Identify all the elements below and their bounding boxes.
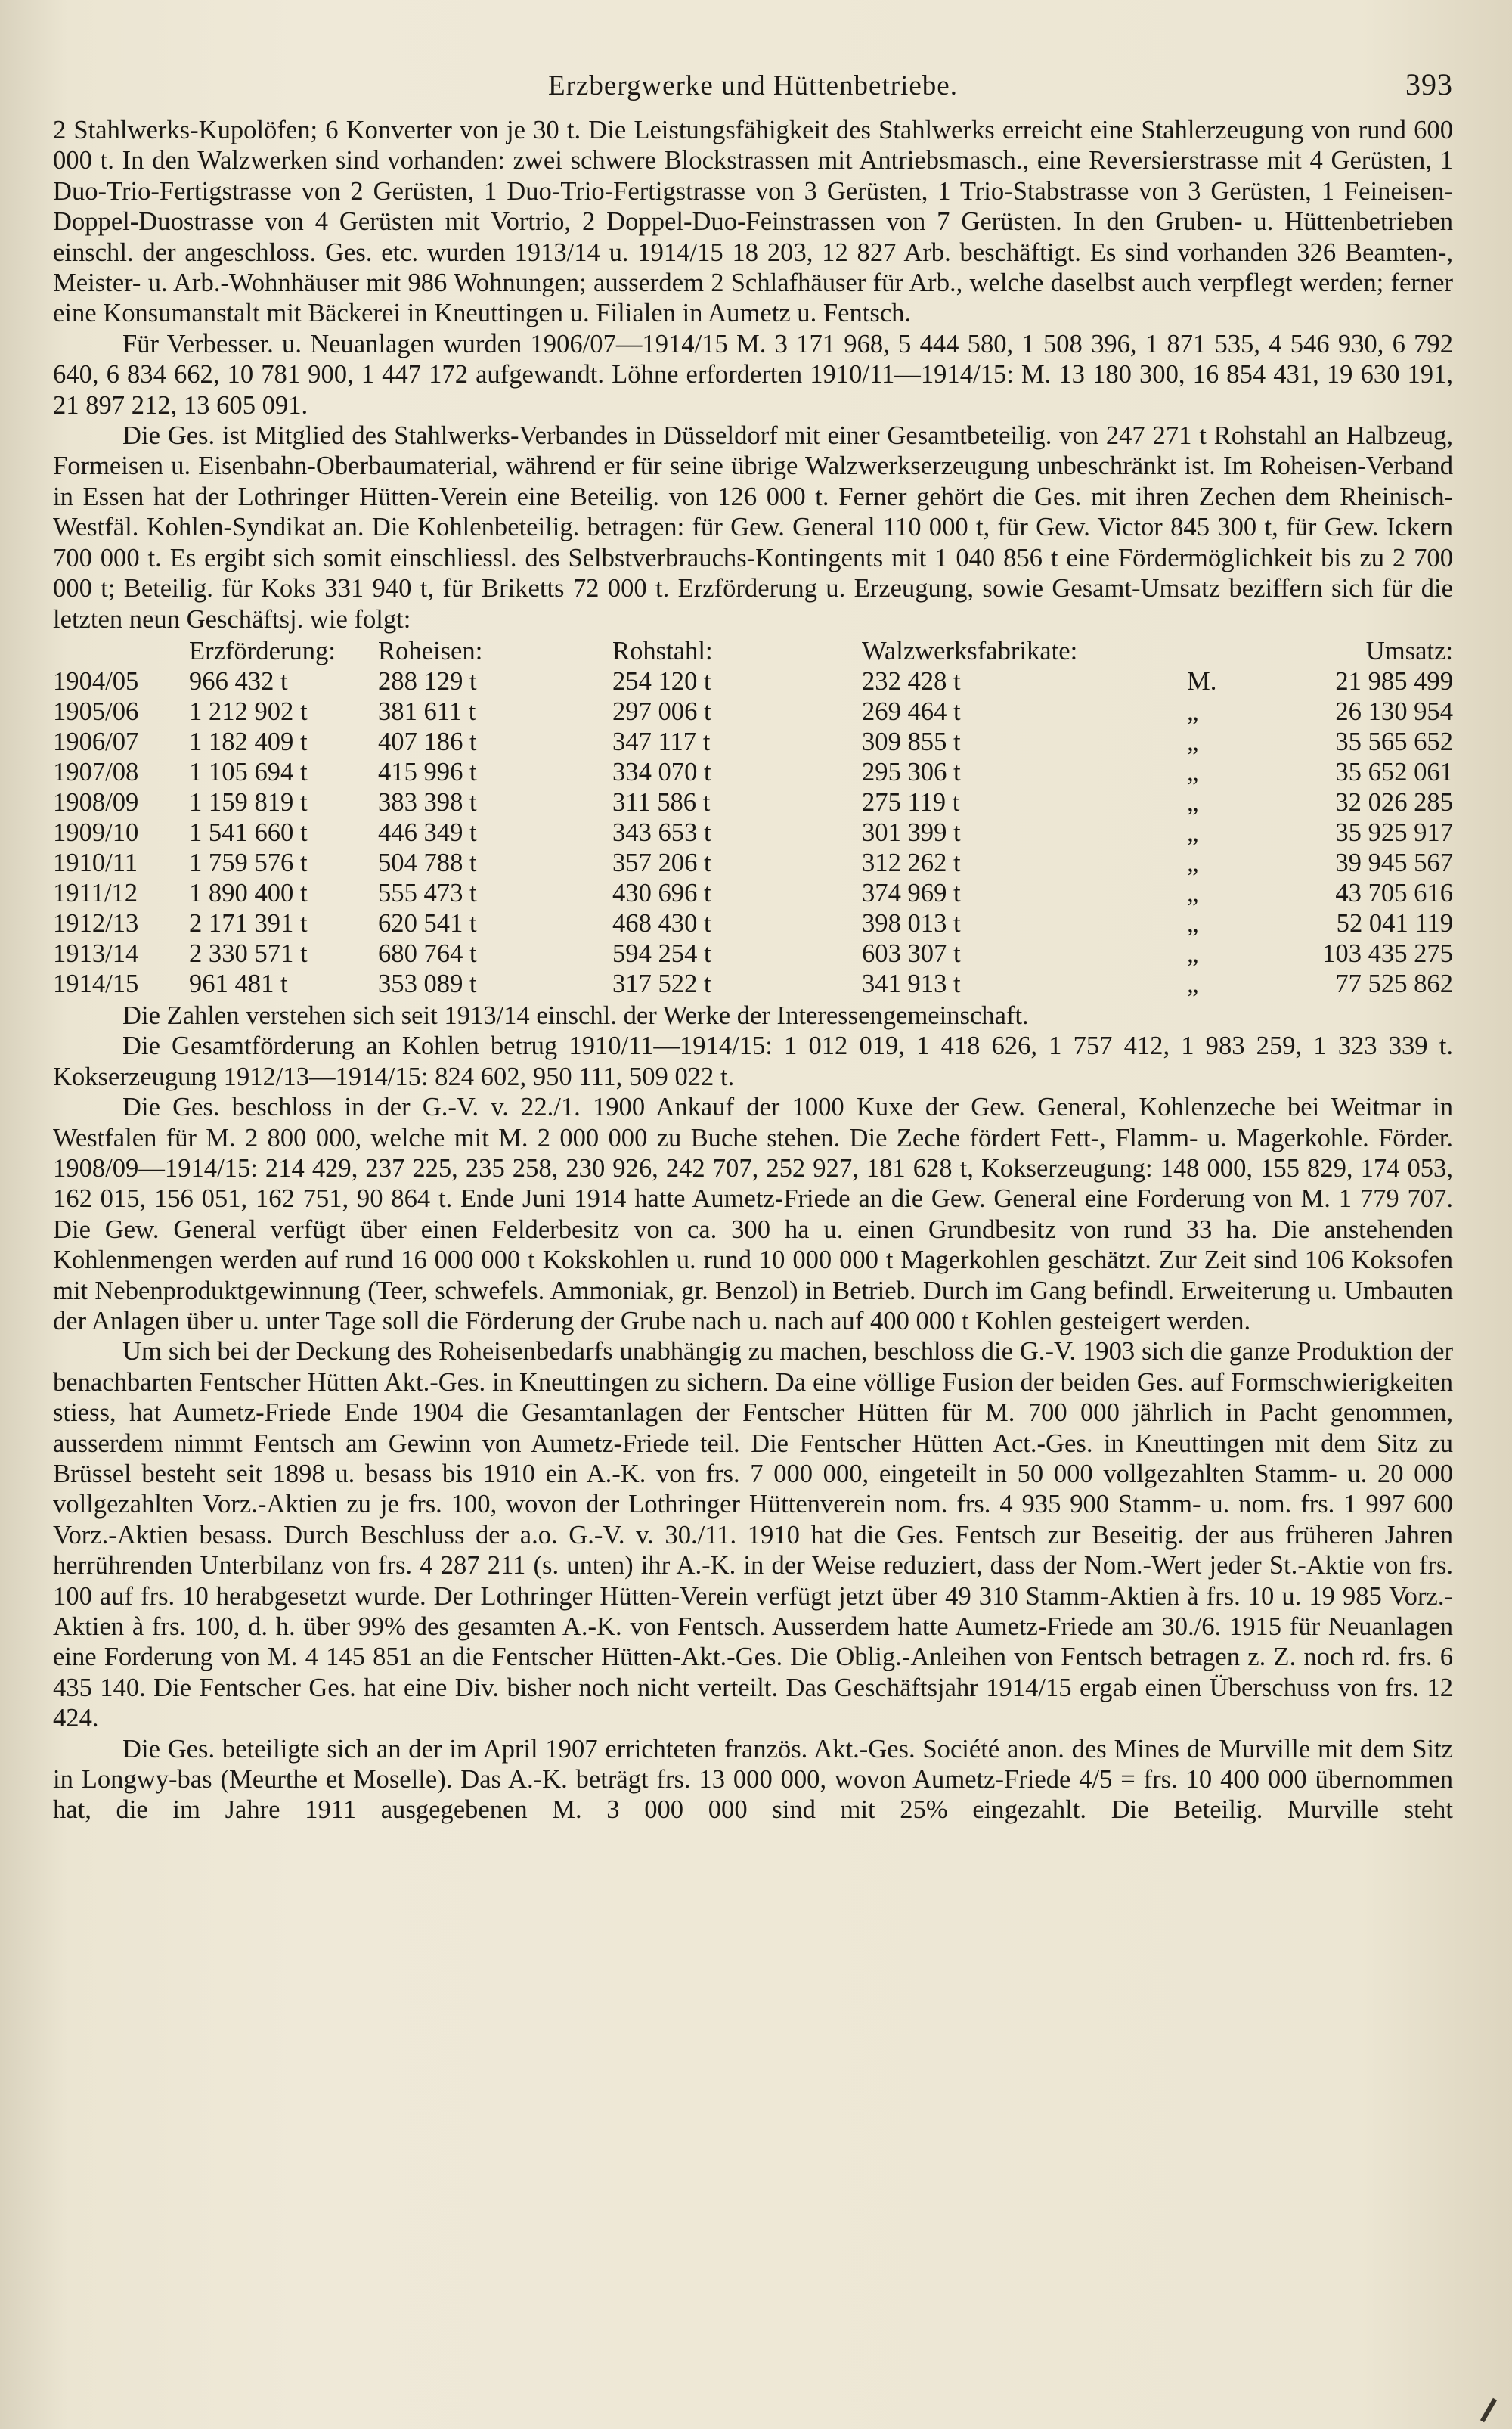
row-walzwerksfabrikate: 301 399 t: [862, 817, 961, 847]
row-year: 1909/10: [53, 817, 139, 847]
row-year: 1908/09: [53, 787, 139, 817]
row-currency: „: [1187, 817, 1199, 847]
table-row: [53, 666, 1453, 696]
table-row: [53, 817, 1453, 848]
row-erzfoerderung: 966 432 t: [189, 666, 288, 696]
row-rohstahl: 311 586 t: [612, 787, 711, 817]
row-roheisen: 680 764 t: [378, 938, 477, 968]
row-roheisen: 446 349 t: [378, 817, 477, 847]
table-row: [53, 727, 1453, 757]
row-currency: „: [1187, 727, 1199, 756]
row-umsatz: 35 652 061: [1335, 757, 1453, 786]
paragraph-general: Die Ges. beschloss in der G.-V. v. 22./1. 1900 Ankauf der 1000 Kuxe der Gew. General, Kohlenzeche bei Weitmar in Westfalen für M. 2 800 000, welche mit M. 2 000 000 zu Buche stehen. Die Zeche fördert Fett-, Flamm- u. Magerkohle. Förder. 1908/09—1914/15: 214 429, 237 225, 235 258, 230 926, 242 707, 252 927, 181 628 t, Kokserzeugung: 148 000, 155 829, 174 053, 162 015, 156 051, 162 751, 90 864 t. Ende Juni 1914 hatte Aumetz-Friede an die Gew. General eine Forderung von M. 1 779 707. Die Gew. General verfügt über einen Felderbesitz von ca. 300 ha u. einen Grundbesitz von rund 33 ha. Die anstehenden Kohlenmengen werden auf rund 16 000 000 t Kokskohlen u. rund 10 000 000 t Magerkohlen geschätzt. Zur Zeit sind 106 Koksofen mit Nebenproduktgewinnung (Teer, schwefels. Ammoniak, gr. Benzol) in Betrieb. Durch im Gang befindl. Erweiterung u. Umbauten der Anlagen über u. unter Tage soll die Förderung der Grube nach u. nach auf 400 000 t Kohlen gesteigert werden.: [53, 1093, 1453, 1335]
table-row: [53, 938, 1453, 969]
row-walzwerksfabrikate: 295 306 t: [862, 757, 961, 786]
row-erzfoerderung: 1 541 660 t: [189, 817, 308, 847]
row-year: 1905/06: [53, 696, 139, 726]
row-rohstahl: 343 653 t: [612, 817, 711, 847]
row-year: 1904/05: [53, 666, 139, 696]
table-header-walz: Walzwerksfabrikate:: [862, 636, 1078, 665]
paragraph-membership: Die Ges. ist Mitglied des Stahlwerks-Verbandes in Düsseldorf mit einer Gesamtbeteilig. von 247 271 t Rohstahl an Halbzeug, Formeisen u. Eisenbahn-Oberbaumaterial, während er für seine übrige Walzwerkserzeugung unbeschränkt ist. Im Roheisen-Verband in Essen hat der Lothringer Hütten-Verein eine Beteilig. von 126 000 t. Ferner gehört die Ges. mit ihren Zechen dem Rheinisch-Westfäl. Kohlen-Syndikat an. Die Kohlenbeteilig. betragen: für Gew. General 110 000 t, für Gew. Victor 845 300 t, für Gew. Ickern 700 000 t. Es ergibt sich somit einschliessl. des Selbstverbrauchs-Kontingents mit 1 040 856 t eine Fördermöglichkeit bis zu 2 700 000 t; Beteilig. für Koks 331 940 t, für Briketts 72 000 t. Erzförderung u. Erzeugung, sowie Gesamt-Umsatz beziffern sich für die letzten neun Geschäftsj. wie folgt:: [53, 421, 1453, 634]
row-erzfoerderung: 961 481 t: [189, 969, 288, 998]
row-umsatz: 39 945 567: [1335, 848, 1453, 877]
row-rohstahl: 357 206 t: [612, 848, 711, 877]
row-walzwerksfabrikate: 341 913 t: [862, 969, 961, 998]
row-roheisen: 407 186 t: [378, 727, 477, 756]
row-umsatz: 103 435 275: [1322, 938, 1453, 968]
paragraph-coal: Die Gesamtförderung an Kohlen betrug 1910/11—1914/15: 1 012 019, 1 418 626, 1 757 412, 1 983 259, 1 323 339 t. Kokserzeugung 1912/13—1914/15: 824 602, 950 111, 509 022 t.: [53, 1031, 1453, 1091]
row-erzfoerderung: 1 182 409 t: [189, 727, 308, 756]
table-row: [53, 878, 1453, 908]
paragraph-fentsch: Um sich bei der Deckung des Roheisenbedarfs unabhängig zu machen, beschloss die G.-V. 1903 sich die ganze Produktion der benachbarten Fentscher Hütten Akt.-Ges. in Kneuttingen zu sichern. Da eine völlige Fusion der beiden Ges. auf Formschwierigkeiten stiess, hat Aumetz-Friede Ende 1904 die Gesamtanlagen der Fentscher Hütten für M. 700 000 jährlich in Pacht genommen, ausserdem nimmt Fentsch am Gewinn von Aumetz-Friede teil. Die Fentscher Hütten Act.-Ges. in Kneuttingen mit dem Sitz zu Brüssel besteht seit 1898 u. besass bis 1910 ein A.-K. von frs. 7 000 000, eingeteilt in 50 000 vollgezahlten Stamm- u. 20 000 vollgezahlten Vorz.-Aktien zu je frs. 100, wovon der Lothringer Hüttenverein nom. frs. 4 935 900 Stamm- u. nom. frs. 1 997 600 Vorz.-Aktien besass. Durch Beschluss der a.o. G.-V. v. 30./11. 1910 hat die Ges. Fentsch zur Beseitig. der aus früheren Jahren herrührenden Unterbilanz von frs. 4 287 211 (s. unten) ihr A.-K. in der Weise reduziert, dass der Nom.-Wert jeder St.-Aktie von frs. 100 auf frs. 10 herabgesetzt wurde. Der Lothringer Hütten-Verein verfügt jetzt über 49 310 Stamm-Aktien à frs. 10 u. 19 985 Vorz.-Aktien à frs. 100, d. h. über 99% des gesamten A.-K. von Fentsch. Ausserdem hatte Aumetz-Friede am 30./6. 1915 für Neuanlagen eine Forderung von M. 4 145 851 an die Fentscher Hütten-Akt.-Ges. Die Oblig.-Anleihen von Fentsch betragen z. Z. noch rd. frs. 6 435 140. Die Fentscher Ges. hat eine Div. bisher noch nicht verteilt. Das Geschäftsjahr 1914/15 ergab einen Überschuss von frs. 12 424.: [53, 1337, 1453, 1733]
row-rohstahl: 297 006 t: [612, 696, 711, 726]
pencil-mark: [1480, 2398, 1497, 2422]
row-year: 1914/15: [53, 969, 139, 998]
row-currency: „: [1187, 938, 1199, 968]
row-walzwerksfabrikate: 398 013 t: [862, 908, 961, 938]
table-header-rohstahl: Rohstahl:: [612, 636, 713, 665]
row-umsatz: 43 705 616: [1335, 878, 1453, 907]
row-roheisen: 288 129 t: [378, 666, 477, 696]
table-row: [53, 969, 1453, 999]
row-roheisen: 504 788 t: [378, 848, 477, 877]
running-title: Erzbergwerke und Hüttenbetriebe.: [548, 70, 958, 101]
row-erzfoerderung: 1 159 819 t: [189, 787, 308, 817]
row-erzfoerderung: 2 171 391 t: [189, 908, 308, 938]
row-currency: „: [1187, 848, 1199, 877]
row-umsatz: 26 130 954: [1335, 696, 1453, 726]
table-row: [53, 696, 1453, 727]
row-roheisen: 415 996 t: [378, 757, 477, 786]
table-header-year: [53, 636, 189, 666]
row-walzwerksfabrikate: 603 307 t: [862, 938, 961, 968]
table-header-roheisen: Roheisen:: [378, 636, 483, 665]
table-header-row: [53, 636, 1453, 666]
row-currency: „: [1187, 878, 1199, 907]
table-row: [53, 908, 1453, 938]
row-walzwerksfabrikate: 275 119 t: [862, 787, 960, 817]
row-umsatz: 21 985 499: [1335, 666, 1453, 696]
row-umsatz: 35 565 652: [1335, 727, 1453, 756]
row-erzfoerderung: 1 105 694 t: [189, 757, 308, 786]
row-year: 1912/13: [53, 908, 139, 938]
row-rohstahl: 334 070 t: [612, 757, 711, 786]
page-header: [53, 62, 1453, 115]
row-roheisen: 620 541 t: [378, 908, 477, 938]
row-currency: „: [1187, 787, 1199, 817]
row-rohstahl: 347 117 t: [612, 727, 711, 756]
page-number: 393: [1405, 67, 1453, 101]
row-roheisen: 381 611 t: [378, 696, 476, 726]
row-umsatz: 32 026 285: [1335, 787, 1453, 817]
row-currency: „: [1187, 696, 1199, 726]
table-row: [53, 757, 1453, 787]
table-header-erz: Erzförderung:: [189, 636, 336, 665]
row-walzwerksfabrikate: 309 855 t: [862, 727, 961, 756]
table-header-umsatz: Umsatz:: [1365, 636, 1453, 665]
row-currency: „: [1187, 969, 1199, 998]
table-row: [53, 787, 1453, 817]
row-walzwerksfabrikate: 269 464 t: [862, 696, 961, 726]
paragraph-note: Die Zahlen verstehen sich seit 1913/14 einschl. der Werke der Interessengemeinschaft.: [122, 1000, 1029, 1030]
table-header-mark: [1187, 636, 1240, 666]
production-table: [53, 636, 1453, 999]
paragraph-murville: Die Ges. beteiligte sich an der im April 1907 errichteten französ. Akt.-Ges. Société anon. des Mines de Murville mit dem Sitz in Longwy-bas (Meurthe et Moselle). Das A.-K. beträgt frs. 13 000 000, wovon Aumetz-Friede 4/5 = frs. 10 400 000 übernommen hat, die im Jahre 1911 ausgegebenen M. 3 000 000 sind mit 25% eingezahlt. Die Beteilig. Murville steht: [53, 1734, 1453, 1825]
row-year: 1913/14: [53, 938, 139, 968]
row-umsatz: 77 525 862: [1335, 969, 1453, 998]
row-erzfoerderung: 1 759 576 t: [189, 848, 308, 877]
row-currency: „: [1187, 757, 1199, 786]
row-umsatz: 52 041 119: [1336, 908, 1453, 938]
row-roheisen: 555 473 t: [378, 878, 477, 907]
paragraph-investments: Für Verbesser. u. Neuanlagen wurden 1906/07—1914/15 M. 3 171 968, 5 444 580, 1 508 396, 1 871 535, 4 546 930, 6 792 640, 6 834 662, 10 781 900, 1 447 172 aufgewandt. Löhne erforderten 1910/11—1914/15: M. 13 180 300, 16 854 431, 19 630 191, 21 897 212, 13 605 091.: [53, 329, 1453, 420]
row-erzfoerderung: 1 212 902 t: [189, 696, 308, 726]
row-erzfoerderung: 1 890 400 t: [189, 878, 308, 907]
row-rohstahl: 594 254 t: [612, 938, 711, 968]
table-body: [53, 666, 1453, 999]
row-umsatz: 35 925 917: [1335, 817, 1453, 847]
row-rohstahl: 430 696 t: [612, 878, 711, 907]
row-rohstahl: 317 522 t: [612, 969, 711, 998]
row-rohstahl: 468 430 t: [612, 908, 711, 938]
row-walzwerksfabrikate: 374 969 t: [862, 878, 961, 907]
row-walzwerksfabrikate: 312 262 t: [862, 848, 961, 877]
text-body: [53, 115, 1453, 1826]
paragraph-steelworks: 2 Stahlwerks-Kupolöfen; 6 Konverter von je 30 t. Die Leistungsfähigkeit des Stahlwerks erreicht eine Stahlerzeugung von rund 600 000 t. In den Walzwerken sind vorhanden: zwei schwere Blockstrassen mit Antriebsmasch., eine Reversierstrasse mit 4 Gerüsten, 1 Duo-Trio-Fertigstrasse von 2 Gerüsten, 1 Duo-Trio-Fertigstrasse von 3 Gerüsten, 1 Trio-Stabstrasse von 3 Gerüsten, 1 Feineisen-Doppel-Duostrasse von 4 Gerüsten mit Vortrio, 2 Doppel-Duo-Feinstrassen von 7 Gerüsten. In den Gruben- u. Hüttenbetrieben einschl. der angeschloss. Ges. etc. wurden 1913/14 u. 1914/15 18 203, 12 827 Arb. beschäftigt. Es sind vorhanden 326 Beamten-, Meister- u. Arb.-Wohnhäuser mit 986 Wohnungen; ausserdem 2 Schlafhäuser für Arb., welche daselbst auch verpflegt werden; ferner eine Konsumanstalt mit Bäckerei in Kneuttingen u. Filialen in Aumetz u. Fentsch.: [53, 116, 1453, 328]
row-currency: „: [1187, 908, 1199, 938]
row-roheisen: 353 089 t: [378, 969, 477, 998]
row-currency: M.: [1187, 666, 1217, 696]
row-walzwerksfabrikate: 232 428 t: [862, 666, 961, 696]
row-year: 1907/08: [53, 757, 139, 786]
table-row: [53, 848, 1453, 878]
row-year: 1911/12: [53, 878, 138, 907]
row-year: 1910/11: [53, 848, 138, 877]
row-rohstahl: 254 120 t: [612, 666, 711, 696]
row-erzfoerderung: 2 330 571 t: [189, 938, 308, 968]
row-year: 1906/07: [53, 727, 139, 756]
row-roheisen: 383 398 t: [378, 787, 477, 817]
